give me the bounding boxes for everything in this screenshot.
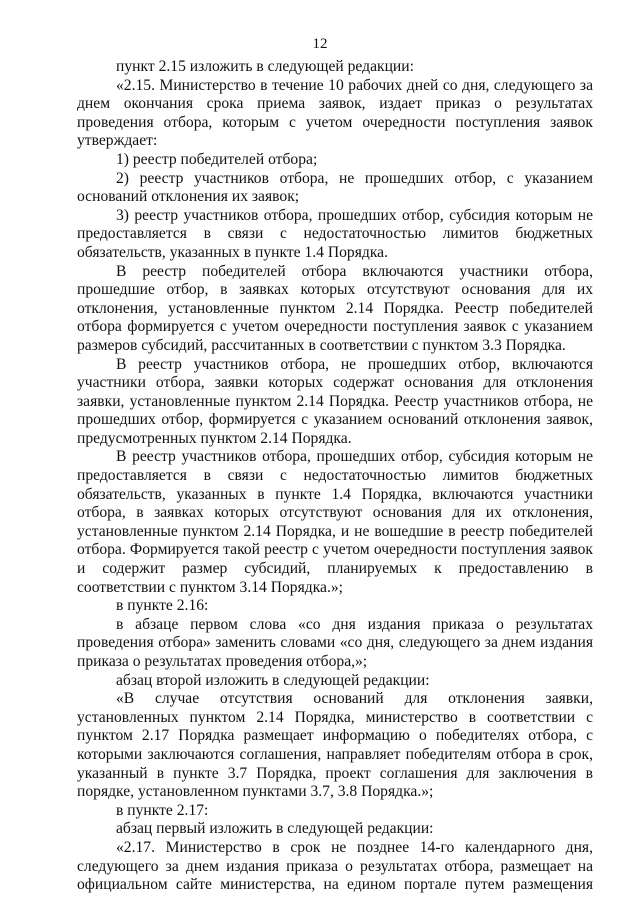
list-item: 1) реестр победителей отбора; xyxy=(116,150,318,168)
document-body xyxy=(77,58,593,895)
paragraph: «2.17. Министерство в срок не позднее 14-го календарного дня, следующего за днем издания приказа о результатах отбора, размещает на официальном сайте министерства, на едином портале путем размещения xyxy=(77,838,593,894)
page-number: 12 xyxy=(312,36,328,52)
paragraph: «2.15. Министерство в течение 10 рабочих дней со дня, следующего за днем окончания срока приема заявок, издает приказ о результатах проведения отбора, которым с учетом очередности поступления заявок утверждает: xyxy=(77,76,593,150)
paragraph: абзац первый изложить в следующей редакции: xyxy=(116,820,434,838)
paragraph: в пункте 2.17: xyxy=(116,801,209,819)
paragraph: пункт 2.15 изложить в следующей редакции: xyxy=(116,58,414,75)
paragraph: В реестр участников отбора, не прошедших отбор, включаются участники отбора, заявки которых содержат основания для отклонения заявки, установленные пунктом 2.14 Порядка. Реестр участников отбора, не прошедших отбор, формируется с указанием оснований отклонения заявок, предусмотренных пунктом 2.14 Порядка. xyxy=(77,355,593,447)
list-item: 3) реестр участников отбора, прошедших отбор, субсидия которым не предоставляется в связи с недостаточностью лимитов бюджетных обязательств, указанных в пункте 1.4 Порядка. xyxy=(77,206,593,261)
paragraph: абзац второй изложить в следующей редакции: xyxy=(116,671,430,689)
paragraph: В реестр участников отбора, прошедших отбор, субсидия которым не предоставляется в связи с недостаточностью лимитов бюджетных обязательств, указанных в пункте 1.4 Порядка, включаются участники отбора, в заявках которых отсутствуют основания для их отклонения, установленные пунктом 2.14 Порядка, и не вошедшие в реестр победителей отбора. Формируется такой реестр с учетом очередности поступления заявок и содержит размер субсидий, планируемых к предоставлению в соответствии с пунктом 3.14 Порядка.»; xyxy=(77,448,593,596)
paragraph: «В случае отсутствия оснований для отклонения заявки, установленных пунктом 2.14 Порядка, министерство в соответствии с пунктом 2.17 Порядка размещает информацию о победителях отбора, с которыми заключаются соглашения, направляет победителям отбора в срок, указанный в пункте 3.7 Порядка, проект соглашения для заключения в порядке, установленном пунктами 3.7, 3.8 Порядка.»; xyxy=(77,690,593,801)
paragraph: В реестр победителей отбора включаются участники отбора, прошедшие отбор, в заявках которых отсутствуют основания для их отклонения, установленные пунктом 2.14 Порядка. Реестр победителей отбора формируется с учетом очередности поступления заявок с указанием размеров субсидий, рассчитанных в соответствии с пунктом 3.3 Порядка. xyxy=(77,262,593,354)
paragraph: в абзаце первом слова «со дня издания приказа о результатах проведения отбора» заменить словами «со дня, следующего за днем издания приказа о результатах проведения отбора,»; xyxy=(77,615,593,670)
paragraph: в пункте 2.16: xyxy=(116,597,209,615)
list-item: 2) реестр участников отбора, не прошедших отбор, с указанием оснований отклонения их заявок; xyxy=(77,169,593,206)
